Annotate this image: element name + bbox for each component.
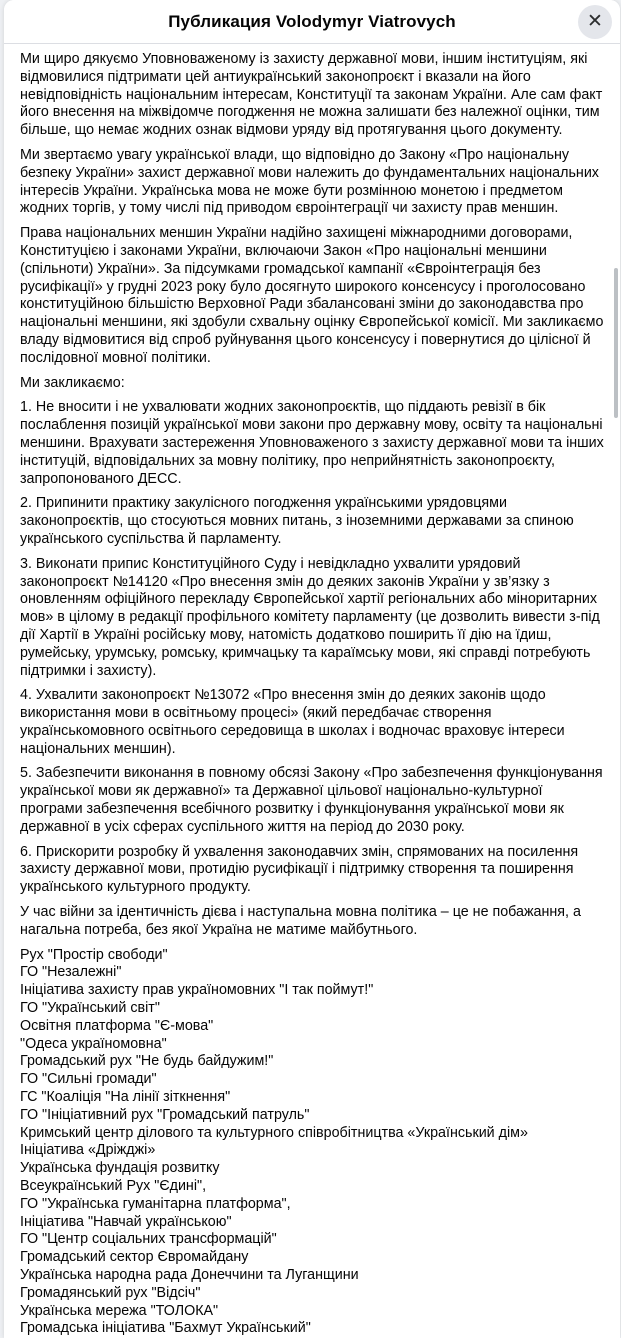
signatory-line: Громадський сектор Євромайдану <box>20 1249 249 1266</box>
signatory-line: Всеукраїнський Рух "Єдині", <box>20 1178 207 1195</box>
signatory-line: Українська мережа "ТОЛОКА" <box>20 1302 219 1319</box>
signatory-line: ГО "Ініціативний рух "Громадський патруль" <box>20 1106 310 1123</box>
signatory-line: ГО "Сильні громади" <box>20 1071 157 1088</box>
signatory-line: Ініціатива захисту прав україномовних "І так поймут!" <box>20 982 374 999</box>
post-paragraph: 3. Виконати припис Конституційного Суду і невідкладно ухвалити урядовий законопроєкт №14120 «Про внесення змін до деяких законів України у зв’язку з оновленням офіційного перекладу Європейської хартії регіональних або міноритарних мов» в цілому в редакції профільного комітету парламенту (це дозволить вивести з-під дії Хартії в Україні російську мову, натомість додатково поширить її дію на їдиш, румейську, урумську, ромську, кримчацьку та караїмську мови, які справді потребують підтримки і захисту). <box>20 555 600 679</box>
signatory-line: ГО "Український світ" <box>20 1000 160 1017</box>
post-paragraph: Права національних меншин України надійно захищені міжнародними договорами, Конституцією і законами України, включаючи Закон «Про національні меншини (спільноти) України». За підсумками громадської кампанії «Євроінтеграція без русифікації» у грудні 2023 року було досягнуто широкого консенсусу і проголосовано конституційною більшістю Верховної Ради збалансовані зміни до законодавства про національні меншини, які здобули схвальну оцінку Європейської комісії. Ми закликаємо владу відмовитися від спроб руйнування цього консенсусу і повернутися до цілісної й послідовної мовної політики. <box>20 225 604 366</box>
post-paragraph: 1. Не вносити і не ухвалювати жодних законопроєктів, що піддають ревізії в бік послаблення позицій української мови закони про державну мову, освіту та національні меншини. Врахувати застереження Уповноваженого з захисту державної мови та інших інституцій, відповідальних за мовну політику, про неприйнятність законопроєкту, запропонованого ДЕСС. <box>20 399 604 487</box>
signatory-line: Рух "Простір свободи" <box>20 946 168 963</box>
post-content <box>4 44 620 1338</box>
signatory-line: Українська народна рада Донеччини та Луганщини <box>20 1267 359 1283</box>
dialog-title: Публикация Volodymyr Viatrovych <box>168 11 456 31</box>
scrollbar-thumb[interactable] <box>614 268 618 418</box>
post-paragraph: У час війни за ідентичність дієва і наступальна мовна політика – це не побажання, а нагальна потреба, без якої Україна не матиме майбутнього. <box>20 904 581 938</box>
signatory-line: Ініціатива «Дріжджі» <box>20 1142 156 1159</box>
signatory-line: Кримський центр ділового та культурного співробітництва «Український дім» <box>20 1124 528 1141</box>
post-paragraph: 2. Припинити практику закулісного погодження українськими урядовцями законопроєктів, що стосуються мовних питань, з іноземними державами за спиною українського суспільства й парламенту. <box>20 495 574 547</box>
post-paragraph: 4. Ухвалити законопроєкт №13072 «Про внесення змін до деяких законів щодо використання мови в освітньому процесі» (який передбачає створення українськомовного освітнього середовища в школах і водночас враховує інтереси національних меншин). <box>20 687 565 757</box>
dialog-header <box>4 0 620 44</box>
close-button[interactable] <box>578 5 612 39</box>
signatory-line: ГС "Коаліція "На лінії зіткнення" <box>20 1089 231 1106</box>
signatory-line: Громадянський рух "Відсіч" <box>20 1284 201 1301</box>
signatory-line: ГО "Незалежні" <box>20 964 122 981</box>
signatory-line: Освітня платформа "Є-мова" <box>20 1017 214 1034</box>
signatory-line: "Одеса україномовна" <box>20 1035 167 1052</box>
signatory-line: Громадський рух "Не будь байдужим!" <box>20 1053 274 1070</box>
signatory-line: ГО "Центр соціальних трансформацій" <box>20 1231 277 1248</box>
post-paragraphs <box>20 51 604 940</box>
post-paragraph: Ми звертаємо увагу української влади, що відповідно до Закону «Про національну безпеку України» захист державної мови належить до фундаментальних національних інтересів України. Українська мова не може бути розмінною монетою і предметом жодних торгів, у тому числі під приводом євроінтеграції чи захисту прав меншин. <box>20 146 599 217</box>
post-dialog <box>4 0 620 1338</box>
post-paragraph: Ми закликаємо: <box>20 374 125 391</box>
post-paragraph: 5. Забезпечити виконання в повному обсязі Закону «Про забезпечення функціонування української мови як державної» та Державної цільової національно-культурної програми забезпечення всебічного розвитку і функціонування української мови як державної в усіх сферах суспільного життя на період до 2030 року. <box>20 765 603 835</box>
signatory-line: ГО "Українська гуманітарна платформа", <box>20 1195 291 1212</box>
post-body-scroll[interactable] <box>4 44 620 1338</box>
signatory-line: Ініціатива "Навчай українською" <box>20 1213 232 1230</box>
close-icon: ✕ <box>587 11 603 32</box>
post-paragraph: 6. Прискорити розробку й ухвалення законодавчих змін, спрямованих на посилення захисту державної мови, протидію русифікації і підтримку створення та поширення українського культурного продукту. <box>20 843 579 896</box>
signatory-list <box>20 947 604 1338</box>
signatory-line: Українська фундація розвитку <box>20 1160 220 1177</box>
post-paragraph: Ми щиро дякуємо Уповноваженому із захисту державної мови, іншим інституціям, які відмовилися підтримати цей антиукраїнський законопроєкт і вказали на його невідповідність національним інтересам, Конституції та законам України. Але сам факт його внесення на міжвідомче погодження не можна залишати без належної оцінки, тим більше, що немає жодних ознак відмови уряду від протягування цього документу. <box>20 51 603 139</box>
signatory-line: Громадська ініціатива "Бахмут Український" <box>20 1320 311 1337</box>
